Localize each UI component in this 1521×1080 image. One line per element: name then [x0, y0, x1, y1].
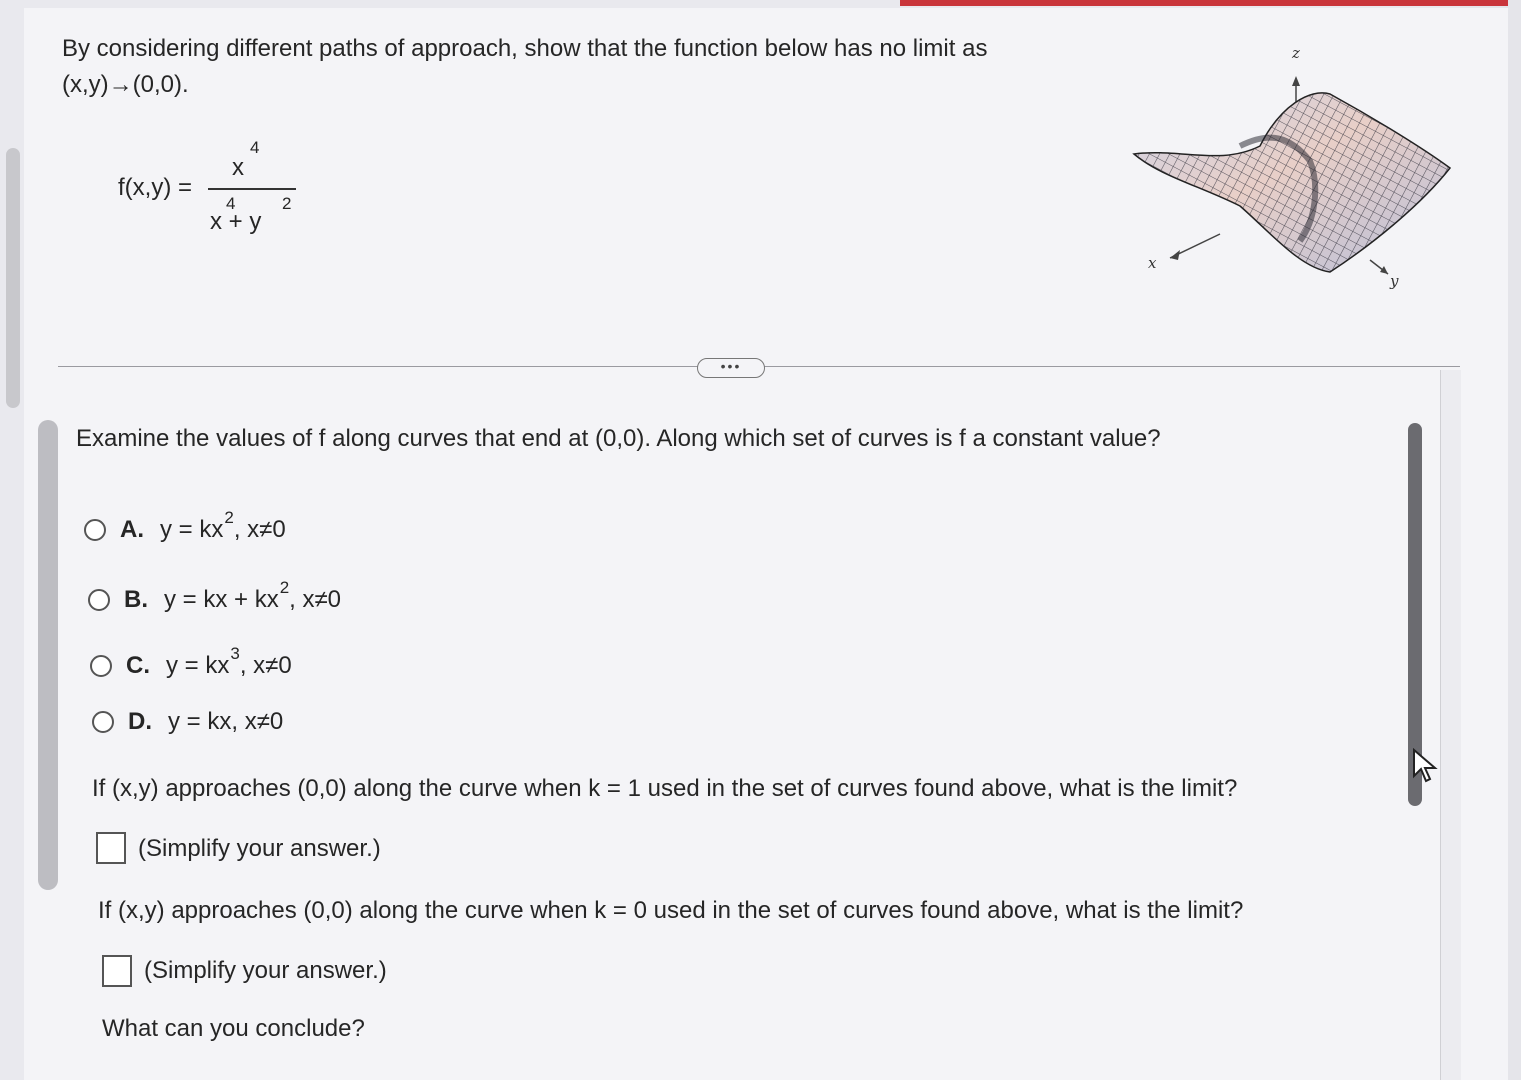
top-accent-bar: [900, 0, 1508, 6]
function-denominator: x + y: [210, 208, 262, 235]
option-b-expression: y = kx + $kx^2$, x≠0: [164, 578, 342, 613]
option-c-letter: C.: [126, 652, 150, 679]
option-a-radio[interactable]: [84, 519, 106, 541]
function-numerator-exponent: 4: [250, 138, 260, 157]
left-scrollbar[interactable]: [6, 148, 20, 408]
option-d-radio[interactable]: [92, 711, 114, 733]
option-c-radio[interactable]: [90, 655, 112, 677]
function-denominator-exponent-x: 4: [226, 194, 236, 213]
part2-answer-input[interactable]: [96, 832, 126, 864]
surface-plot-figure: [1120, 36, 1460, 296]
show-more-button[interactable]: •••: [697, 358, 765, 378]
option-b-letter: B.: [124, 586, 148, 613]
right-panel-edge: [1440, 370, 1461, 1080]
part1-prompt: Examine the values of f along curves that end at (0,0). Along which set of curves is f a constant value?: [76, 425, 1161, 452]
function-denominator-exponent-y: 2: [282, 194, 292, 213]
function-label: f(x,y) =: [118, 174, 193, 201]
question-intro-line1: By considering different paths of approach, show that the function below has no limit as: [62, 35, 988, 62]
option-d-letter: D.: [128, 708, 152, 735]
mouse-pointer-icon: [1412, 748, 1438, 784]
z-axis-label: z: [1292, 44, 1300, 62]
option-b-radio[interactable]: [88, 589, 110, 611]
option-a-expression: $y = kx^2$, x≠0: [160, 508, 286, 543]
option-c[interactable]: [90, 646, 292, 686]
option-d-expression: y = kx, x≠0: [168, 708, 284, 735]
y-axis-label: y: [1390, 272, 1399, 290]
part2-hint: (Simplify your answer.): [138, 835, 381, 862]
question-intro-line2: (x,y)→(0,0).: [62, 71, 189, 98]
option-d[interactable]: [92, 702, 284, 742]
function-numerator: x: [232, 154, 244, 181]
part4-prompt: What can you conclude?: [102, 1015, 365, 1042]
option-a-letter: A.: [120, 516, 144, 543]
part2-prompt: If (x,y) approaches (0,0) along the curve when k = 1 used in the set of curves found above, what is the limit?: [92, 775, 1238, 802]
left-panel-scrollbar[interactable]: [38, 420, 58, 890]
option-c-expression: $y = kx^3$, x≠0: [166, 644, 292, 679]
part3-prompt: If (x,y) approaches (0,0) along the curve when k = 0 used in the set of curves found above, what is the limit?: [98, 897, 1244, 924]
part3-hint: (Simplify your answer.): [144, 957, 387, 984]
part3-answer-input[interactable]: [102, 955, 132, 987]
option-b[interactable]: [88, 580, 341, 620]
fraction-bar: [208, 188, 296, 190]
x-axis-label: x: [1148, 254, 1157, 272]
option-a[interactable]: [84, 510, 286, 550]
